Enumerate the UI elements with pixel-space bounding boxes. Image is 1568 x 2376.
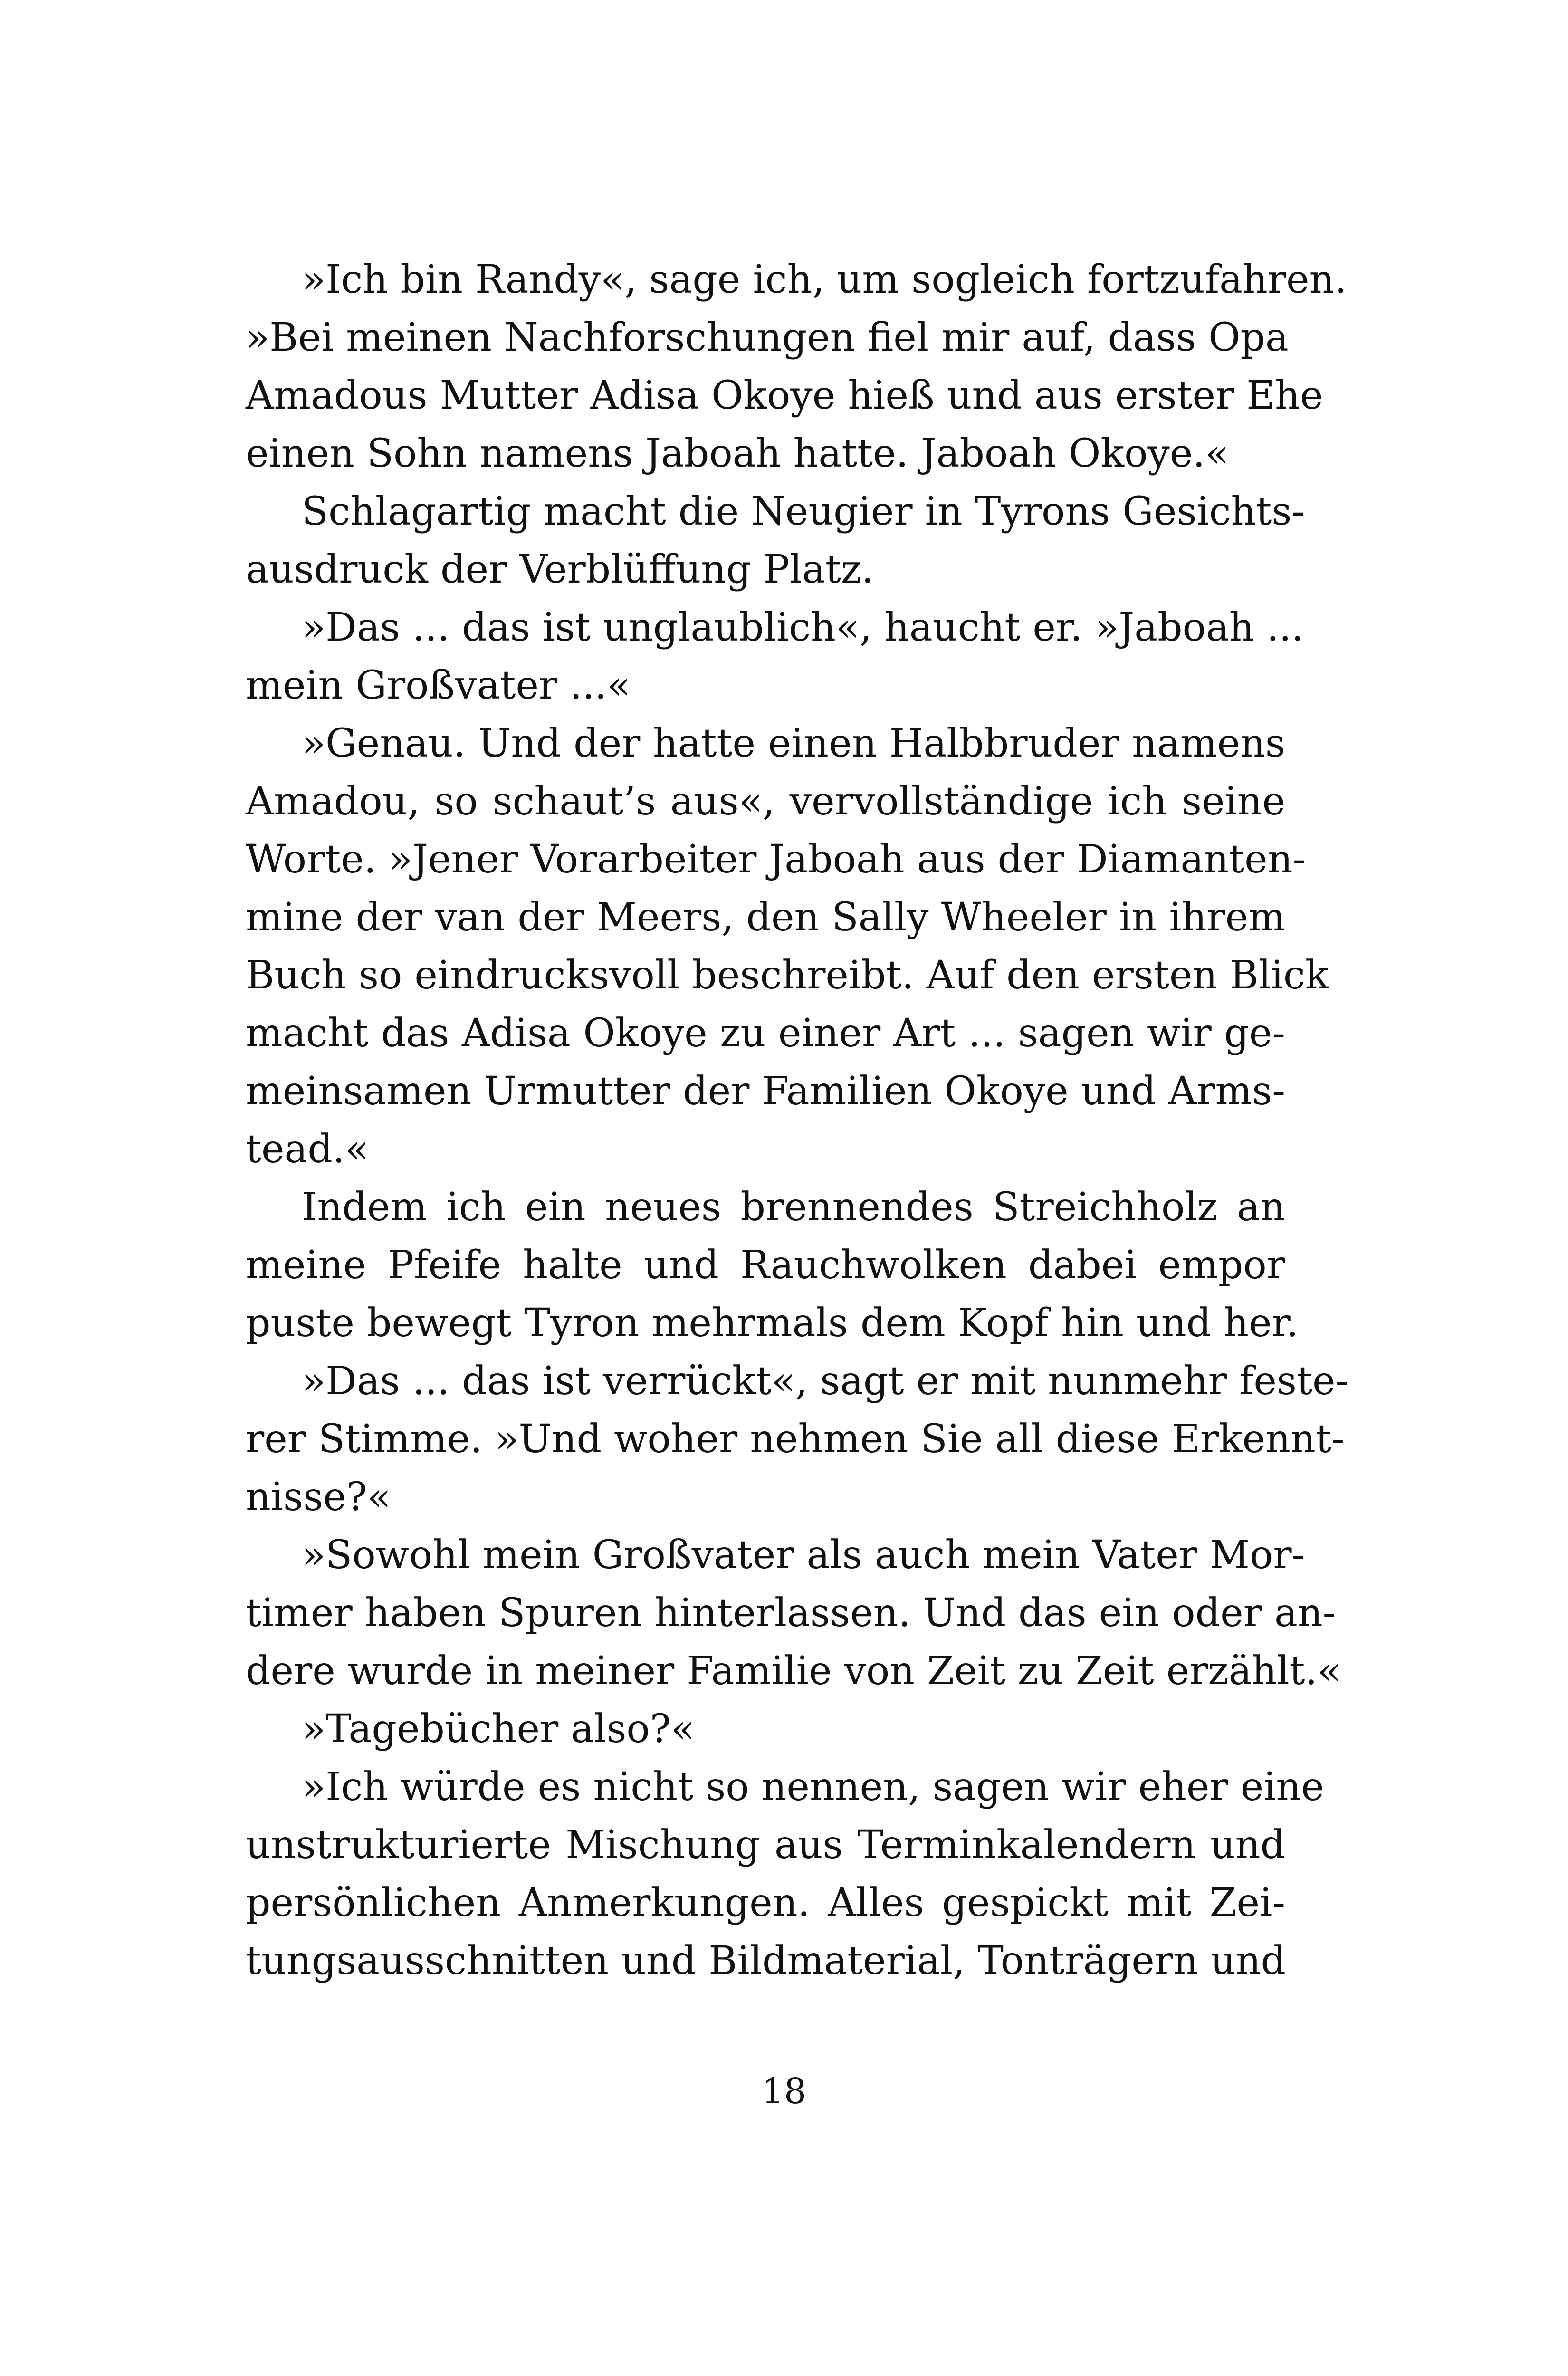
text-line: mein Großvater ...«	[246, 663, 631, 708]
text-line: tungsausschnitten und Bildmaterial, Tonträgern und	[246, 1938, 1286, 1983]
text-line: dere wurde in meiner Familie von Zeit zu Zeit erzählt.«	[246, 1648, 1341, 1694]
text-line: puste bewegt Tyron mehrmals dem Kopf hin und her.	[246, 1301, 1299, 1346]
text-line: macht das Adisa Okoye zu einer Art ... sagen wir ge-	[246, 1011, 1285, 1056]
text-line: tead.«	[246, 1127, 369, 1172]
text-line: Amadou, so schaut’s aus«, vervollständige ich seine	[246, 779, 1285, 824]
text-line: einen Sohn namens Jaboah hatte. Jaboah Okoye.«	[246, 431, 1229, 476]
text-line: Schlagartig macht die Neugier in Tyrons Gesichts-	[302, 489, 1305, 534]
text-line: persönlichen Anmerkungen. Alles gespickt mit Zei-	[246, 1880, 1285, 1926]
text-line: »Ich würde es nicht so nennen, sagen wir eher eine	[302, 1764, 1324, 1810]
text-line: ausdruck der Verblüffung Platz.	[246, 547, 874, 592]
text-line: rer Stimme. »Und woher nehmen Sie all diese Erkennt-	[246, 1417, 1345, 1462]
text-line: Worte. »Jener Vorarbeiter Jaboah aus der Diamanten-	[246, 837, 1306, 882]
text-line: timer haben Spuren hinterlassen. Und das ein oder an-	[246, 1590, 1336, 1636]
text-line: »Bei meinen Nachforschungen fiel mir auf, dass Opa	[246, 315, 1289, 360]
text-line: »Das ... das ist unglaublich«, haucht er. »Jaboah ...	[302, 605, 1304, 650]
text-line: Indem ich ein neues brennendes Streichholz an	[302, 1185, 1285, 1230]
text-line: nisse?«	[246, 1475, 391, 1520]
text-line: »Das ... das ist verrückt«, sagt er mit nunmehr feste-	[302, 1359, 1349, 1404]
text-line: meinsamen Urmutter der Familien Okoye und Arms-	[246, 1069, 1285, 1114]
body-text	[246, 251, 1349, 1990]
text-line: »Sowohl mein Großvater als auch mein Vater Mor-	[302, 1533, 1305, 1578]
text-line: mine der van der Meers, den Sally Wheeler in ihrem	[246, 895, 1285, 940]
text-line: unstrukturierte Mischung aus Terminkalendern und	[246, 1822, 1285, 1868]
text-line: Amadous Mutter Adisa Okoye hieß und aus erster Ehe	[246, 373, 1323, 418]
text-line: meine Pfeife halte und Rauchwolken dabei empor	[246, 1243, 1285, 1288]
text-line: »Genau. Und der hatte einen Halbbruder namens	[302, 721, 1285, 766]
text-line: »Ich bin Randy«, sage ich, um sogleich fortzufahren.	[302, 257, 1347, 302]
text-line: »Tagebücher also?«	[302, 1706, 695, 1752]
text-line: Buch so eindrucksvoll beschreibt. Auf den ersten Blick	[246, 953, 1329, 998]
page-number: 18	[761, 2071, 807, 2112]
